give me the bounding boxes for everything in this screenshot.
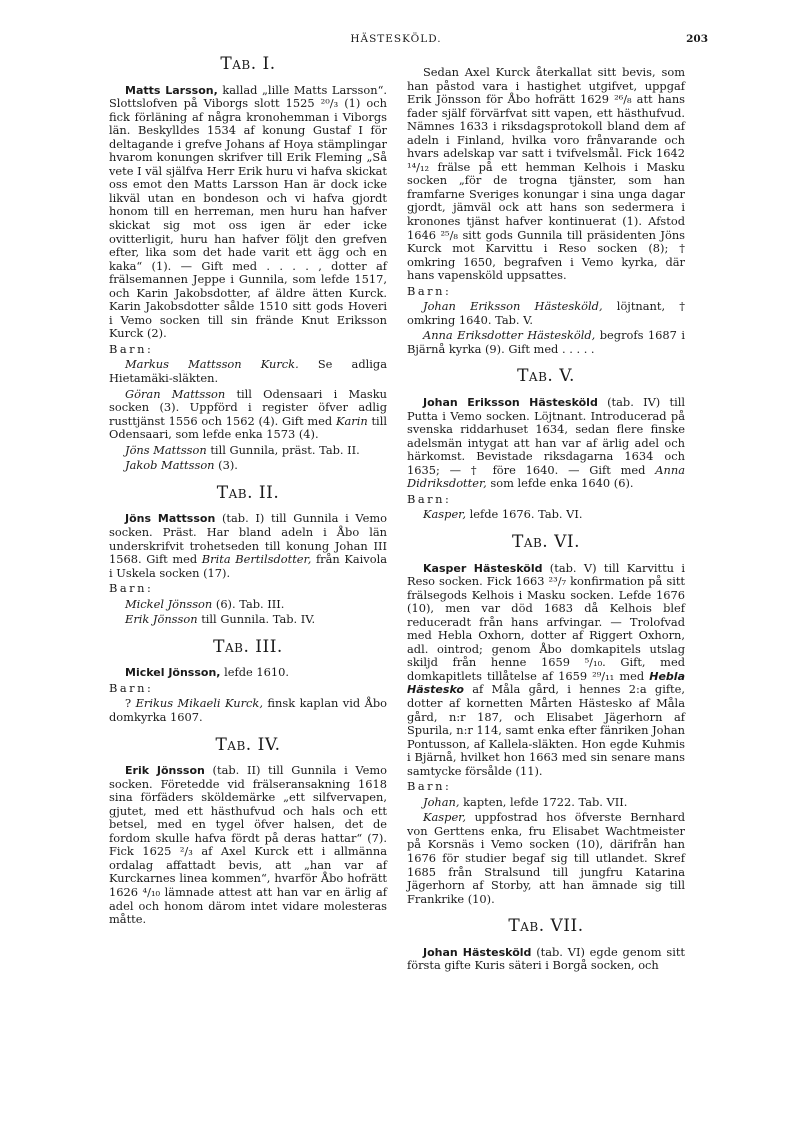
tab-heading-v: Tab. V. — [517, 366, 575, 387]
child-entry — [109, 459, 387, 473]
person-name: Matts Larsson, — [125, 83, 218, 97]
running-title: HÄSTESKÖLD. — [350, 33, 442, 45]
entry-text: (tab. V) till Karvittu i Reso socken. Fick 1663 ²³/₇ konfirmation på sitt frälsegods Kelhois i Masku socken. Lefde 1676 (10), men var död 1683 då Kelhois blef reduceradt från hans arfvingar. — Trolofvad med Hebla Oxhorn, dotter af Riggert Oxhorn, adl. ointrod; genom Åbo domkapitels utslag skiljd från henne 1659 ⁵/₁₀. Gift, med domkapitlets tillåtelse af 1659 ²⁹/₁₁ med — [407, 560, 685, 683]
entry-text: (tab. IV) till Putta i Vemo socken. Löjtnant. Introducerad på svenska riddarhuset 1634, sedan flere finske adelsmän intygat att han var af ärlig adel och härkomst. Bevistade riksdagarna 1634 och 1635; — † före 1640. — Gift med — [407, 395, 686, 477]
children-label: Barn: — [109, 581, 154, 596]
right-column — [407, 66, 685, 975]
child-entry — [109, 598, 387, 612]
child-text: till Gunnila. Tab. IV. — [197, 612, 316, 627]
tab-heading-vii: Tab. VII. — [508, 916, 584, 937]
entry-jons-mattsson — [109, 512, 387, 580]
child-text: till Odensaari, som lefde enka 1573 (4). — [109, 413, 387, 442]
spouse-name: Karin — [335, 413, 368, 428]
child-text: lefde 1676. Tab. VI. — [466, 507, 583, 522]
entry-matts-larsson — [109, 84, 387, 341]
left-column — [109, 54, 388, 929]
spouse-name: Hebla Hästesko — [407, 669, 685, 697]
entry-text: (tab. I) till Gunnila i Vemo socken. Präst. Har bland adeln i Åbo län underskrifvit trohetseden till konung Johan III 1568. Gift med — [109, 511, 387, 567]
person-name: Mickel Jönsson, — [125, 666, 221, 680]
entry-erik-jonsson-continued: Sedan Axel Kurck återkallat sitt bevis, som han påstod vara i hastighet utgifvet, uppgaf Erik Jönsson för Åbo hofrätt 1629 ²⁶/₈ att hans fader själf förvärfvat sitt vapen, ett hästhufvud. Nämnes 1633 i riksdagsprotokoll bland dem af adeln i Finland, hvilka voro frånvarande och hvars adelskap var satt i tvifvelsmål. Fick 1642 ¹⁴/₁₂ frälse på ett hemman Kelhois i Masku socken „för de trogna tjänster, som han framfarne Sveriges konungar i sina unga dagar gjordt, jämväl ock att hans son sedermera i kronones tjänst hafver kontinuerat (1). Afstod 1646 ²⁵/₈ sitt gods Gunnila till präsidenten Jöns Kurck mot Karvittu i Reso socken (8); † omkring 1650, begrafven i Vemo kyrka, där hans vapensköld uppsattes. — [407, 65, 685, 283]
spouse-name: Anna Didriksdotter, — [407, 462, 685, 491]
child-text: finsk kaplan vid Åbo domkyrka 1607. — [109, 696, 387, 724]
child-entry — [407, 300, 685, 327]
child-text: (6). Tab. III. — [212, 596, 285, 611]
child-name: Göran Mattsson — [125, 386, 226, 401]
child-text: till Gunnila, präst. Tab. II. — [206, 442, 360, 457]
child-entry — [109, 697, 387, 724]
children-label: Barn: — [109, 680, 154, 695]
child-name: Jöns Mattsson — [125, 442, 207, 457]
child-entry — [109, 388, 387, 442]
running-head — [0, 33, 792, 49]
child-name: Kasper, — [423, 507, 466, 522]
entry-mickel-jonsson — [109, 666, 387, 680]
child-name: Anna Eriksdotter Hästesköld, — [423, 328, 596, 343]
entry-johan-eriksson — [407, 396, 685, 491]
child-entry — [407, 508, 685, 522]
child-entry — [407, 796, 685, 810]
entry-text: af Måla gård, i hennes 2:a gifte, dotter af kornetten Mårten Hästesko af Måla gård, n:r 187, och Elisabet Jägerhorn af Spurila, n:r 114, samt enka efter fänriken Johan Pontusson, af Kallela-släkten. Hon egde Kuhmis i Bjärnå, hvilket hon 1663 med sin senare mans samtycke försålde (11). — [407, 682, 685, 778]
person-name: Johan Eriksson Hästesköld — [423, 396, 598, 410]
child-text: begrofs 1687 i Bjärnå kyrka (9). Gift med . . . . . — [407, 328, 685, 356]
child-entry — [109, 444, 387, 458]
child-text: kapten, lefde 1722. Tab. VII. — [459, 794, 628, 809]
tab-heading-iii: Tab. III. — [213, 636, 283, 657]
spouse-name: Brita Bertilsdotter, — [201, 552, 312, 567]
tab-heading-vi: Tab. VI. — [511, 531, 581, 552]
child-entry — [407, 329, 685, 356]
child-entry — [109, 613, 387, 627]
children-label: Barn: — [109, 341, 154, 356]
child-text: löjtnant, † omkring 1640. Tab. V. — [407, 299, 685, 327]
child-text: till Odensaari i Masku socken (3). Uppförd i register öfver adlig rusttjänst 1556 och 1562 (4). Gift med — [109, 386, 387, 428]
person-name: Johan Hästesköld — [423, 945, 532, 959]
person-name: Kasper Hästesköld — [423, 561, 543, 575]
entry-text: (tab. II) till Gunnila i Vemo socken. Företedde vid frälseransakning 1618 sina förfäders sköldemärke „ett silfvervapen, gjutet, med ett hästhufvud och hals och ett betsel, med en tygel öfver halsen, det de fordom skulle hafva fördt på deras hattar“ (7). Fick 1625 ²/₃ af Axel Kurck ett i allmänna ordalag affattadt bevis, att „han var af Kurckarnes linea kommen“, hvarför Åbo hofrätt 1626 ⁴/₁₀ lämnade attest att han var en ärlig af adel och honom därom intet vidare molesteras måtte. — [109, 763, 387, 927]
entry-text: (tab. VI) egde genom sitt första gifte Kuris säteri i Borgå socken, och — [407, 944, 685, 973]
entry-kasper-hastesköld — [407, 562, 685, 779]
child-entry — [407, 811, 685, 906]
entry-text: lefde 1610. — [220, 665, 289, 680]
entry-text: kallad „lille Matts Larsson“. Slottslofven på Viborgs slott 1525 ²⁰/₃ (1) och fick förläning af några kronohemman i Viborgs län. Beskylldes 1534 af konung Gustaf I för deltagande i grefve Johans af Hoya stämplingar hvarom konungen skrifver till Erik Fleming „Så vete I väl själfva Herr Erik huru vi hafva skickat oss emot den Matts Larsson Han är dock icke likväl utan en bondeson och vi hafva gjordt honom till en herreman, men huru han hafver skickat sig mot oss igen är eder icke ovitterligit, huru han hafver följt den grefven efter, lika som det hade varit ett ägg och en kaka“ (1). — Gift med . . . . , dotter af frälsemannen Jeppe i Gunnila, som lefde 1517, och Karin Jakobsdotter, af äldre ätten Kurck. Karin Jakobsdotter sålde 1510 sitt gods Hoveri i Vemo socken till sin frände Knut Eriksson Kurck (2). — [109, 82, 388, 341]
child-name: Mickel Jönsson — [125, 596, 213, 611]
children-label: Barn: — [407, 283, 452, 298]
tab-heading-iv: Tab. IV. — [215, 734, 281, 755]
child-entry — [109, 358, 387, 385]
child-name: Markus Mattsson Kurck. — [125, 357, 299, 372]
child-text: uppfostrad hos öfverste Bernhard von Gerttens enka, fru Elisabet Wachtmeister på Korsnäs i Vemo socken (10), därifrån han 1676 för studier begaf sig till utlandet. Skref 1685 från Stralsund till jungfru Katarina Jägerhorn af Storby, att han ämnade sig till Frankrike (10). — [407, 810, 685, 906]
tab-heading-ii: Tab. II. — [216, 482, 280, 503]
person-name: Erik Jönsson — [125, 764, 205, 778]
children-label: Barn: — [407, 491, 452, 506]
entry-erik-jonsson — [109, 764, 387, 927]
entry-text: som lefde enka 1640 (6). — [486, 476, 634, 491]
child-text: (3). — [214, 458, 238, 473]
child-name: Erikus Mikaeli Kurck, — [135, 696, 263, 711]
entry-text: från Kaivola i Uskela socken (17). — [109, 552, 388, 580]
person-name: Jöns Mattsson — [125, 512, 216, 526]
child-name: Johan, — [423, 794, 460, 809]
child-name: Erik Jönsson — [125, 612, 198, 627]
child-name: Kasper, — [423, 810, 466, 825]
child-text: Se adliga Hietamäki-släkten. — [109, 357, 387, 386]
tab-heading-i: Tab. I. — [220, 54, 276, 74]
page-number: 203 — [686, 33, 708, 45]
child-text: ? — [125, 696, 136, 711]
child-name: Johan Eriksson Hästesköld, — [423, 299, 603, 314]
entry-johan-hastesköld — [407, 946, 685, 973]
children-label: Barn: — [407, 779, 452, 794]
child-name: Jakob Mattsson — [125, 458, 215, 473]
